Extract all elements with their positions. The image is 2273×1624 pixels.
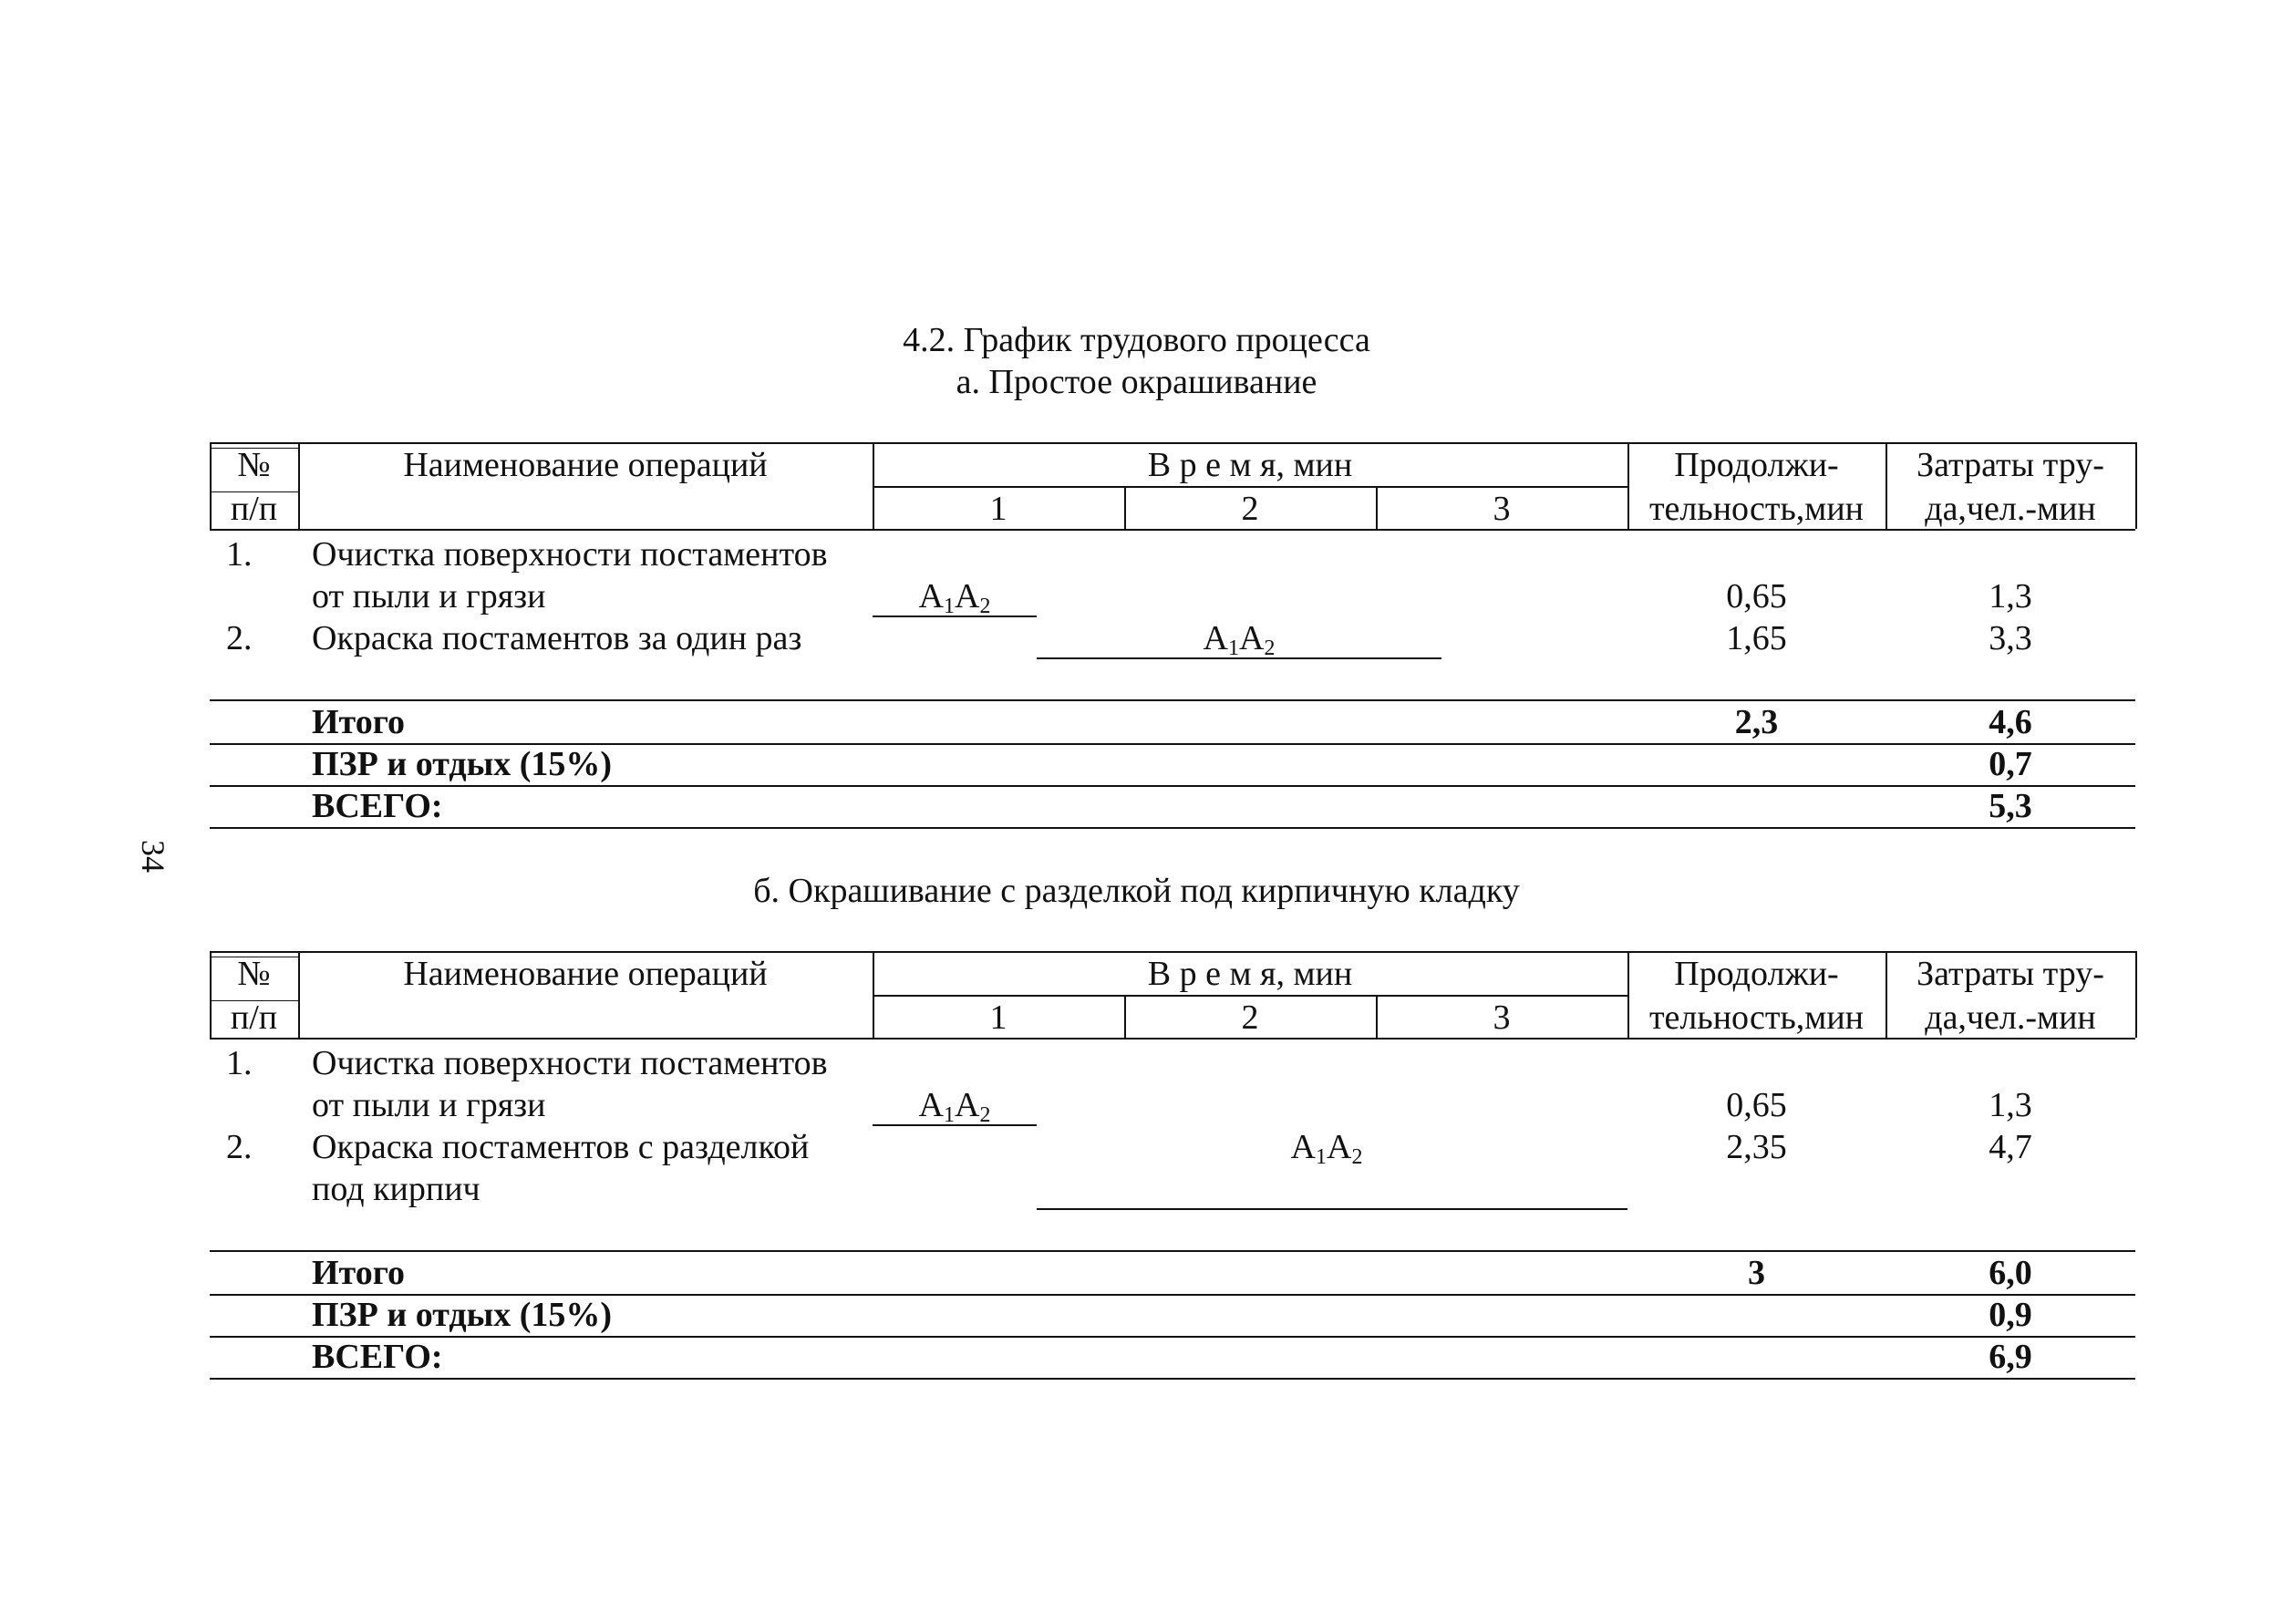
header-col-2: 2 (1241, 998, 1259, 1037)
header-labor-sub: да,чел.-мин (1925, 998, 2096, 1037)
header-col-2: 2 (1241, 490, 1259, 528)
row-2-labor: 3,3 (1989, 619, 2032, 657)
page-number: 34 (135, 840, 171, 873)
grand-total-labor: 5,3 (1989, 787, 2032, 825)
row-1-workers: $A_1A_2$ (918, 1086, 991, 1127)
total-duration: 3 (1748, 1254, 1765, 1292)
pzr-label: ПЗР и отдых (15%) (312, 1296, 613, 1334)
grand-total-labor: 6,9 (1989, 1338, 2032, 1376)
row-1-number: 1. (226, 1044, 253, 1082)
header-duration: Продолжи- (1674, 446, 1839, 484)
header-col-3: 3 (1493, 998, 1511, 1037)
row-1-number: 1. (226, 535, 253, 574)
total-duration: 2,3 (1734, 703, 1779, 741)
pzr-labor: 0,7 (1989, 745, 2032, 783)
total-label: Итого (312, 1254, 406, 1292)
header-duration-sub: тельность,мин (1648, 490, 1865, 528)
row-1-duration: 0,65 (1726, 1086, 1787, 1124)
row-2-name-line-2: под кирпич (312, 1170, 480, 1208)
table-b (210, 951, 2135, 1498)
row-1-labor: 1,3 (1989, 1086, 2032, 1124)
row-2-name-line-1: Окраска постаментов за один раз (312, 619, 802, 657)
row-2-schedule-bar (1037, 1208, 1627, 1210)
total-labor: 6,0 (1989, 1254, 2032, 1292)
row-2-name-line-1: Окраска постаментов с разделкой (312, 1128, 810, 1166)
header-col-1: 1 (989, 490, 1007, 528)
row-2-workers: $A_1A_2$ (1203, 619, 1276, 660)
header-no-sub: п/п (230, 490, 278, 528)
header-labor-sub: да,чел.-мин (1925, 490, 2096, 528)
pzr-label: ПЗР и отдых (15%) (312, 745, 613, 783)
table-b-subtitle: б. Окрашивание с разделкой под кирпичную кладку (753, 872, 1520, 910)
header-name: Наименование операций (403, 446, 768, 484)
row-2-workers: $A_1A_2$ (1290, 1128, 1363, 1169)
row-2-schedule-bar (1037, 657, 1441, 659)
header-no: № (237, 955, 271, 993)
row-1-workers: $A_1A_2$ (918, 577, 991, 618)
total-label: Итого (312, 703, 406, 741)
row-1-duration: 0,65 (1726, 577, 1787, 615)
header-time: В р е м я, мин (1147, 955, 1353, 993)
row-2-duration: 2,35 (1726, 1128, 1787, 1166)
row-1-schedule-bar (873, 615, 1037, 617)
total-labor: 4,6 (1989, 703, 2032, 741)
grand-total-label: ВСЕГО: (312, 1338, 443, 1376)
pzr-labor: 0,9 (1989, 1296, 2032, 1334)
header-name: Наименование операций (403, 955, 768, 993)
row-1-name-line-2: от пыли и грязи (312, 577, 546, 615)
header-labor: Затраты тру- (1917, 446, 2104, 484)
header-col-3: 3 (1493, 490, 1511, 528)
row-1-name-line-1: Очистка поверхности постаментов (312, 535, 828, 574)
header-duration: Продолжи- (1674, 955, 1839, 993)
header-time: В р е м я, мин (1147, 446, 1353, 484)
row-1-labor: 1,3 (1989, 577, 2032, 615)
row-2-number: 2. (226, 1128, 253, 1166)
header-duration-sub: тельность,мин (1648, 998, 1865, 1037)
row-2-labor: 4,7 (1989, 1128, 2032, 1166)
row-1-name-line-1: Очистка поверхности постаментов (312, 1044, 828, 1082)
header-col-1: 1 (989, 998, 1007, 1037)
row-2-duration: 1,65 (1726, 619, 1787, 657)
table-a-subtitle: а. Простое окрашивание (956, 363, 1317, 401)
row-2-number: 2. (226, 619, 253, 657)
header-no-sub: п/п (230, 998, 278, 1037)
header-labor: Затраты тру- (1917, 955, 2104, 993)
row-1-name-line-2: от пыли и грязи (312, 1086, 546, 1124)
document-heading: 4.2. График трудового процесса (903, 321, 1370, 359)
grand-total-label: ВСЕГО: (312, 787, 443, 825)
table-a (210, 442, 2135, 989)
row-1-schedule-bar (873, 1124, 1037, 1126)
header-no: № (237, 446, 271, 484)
